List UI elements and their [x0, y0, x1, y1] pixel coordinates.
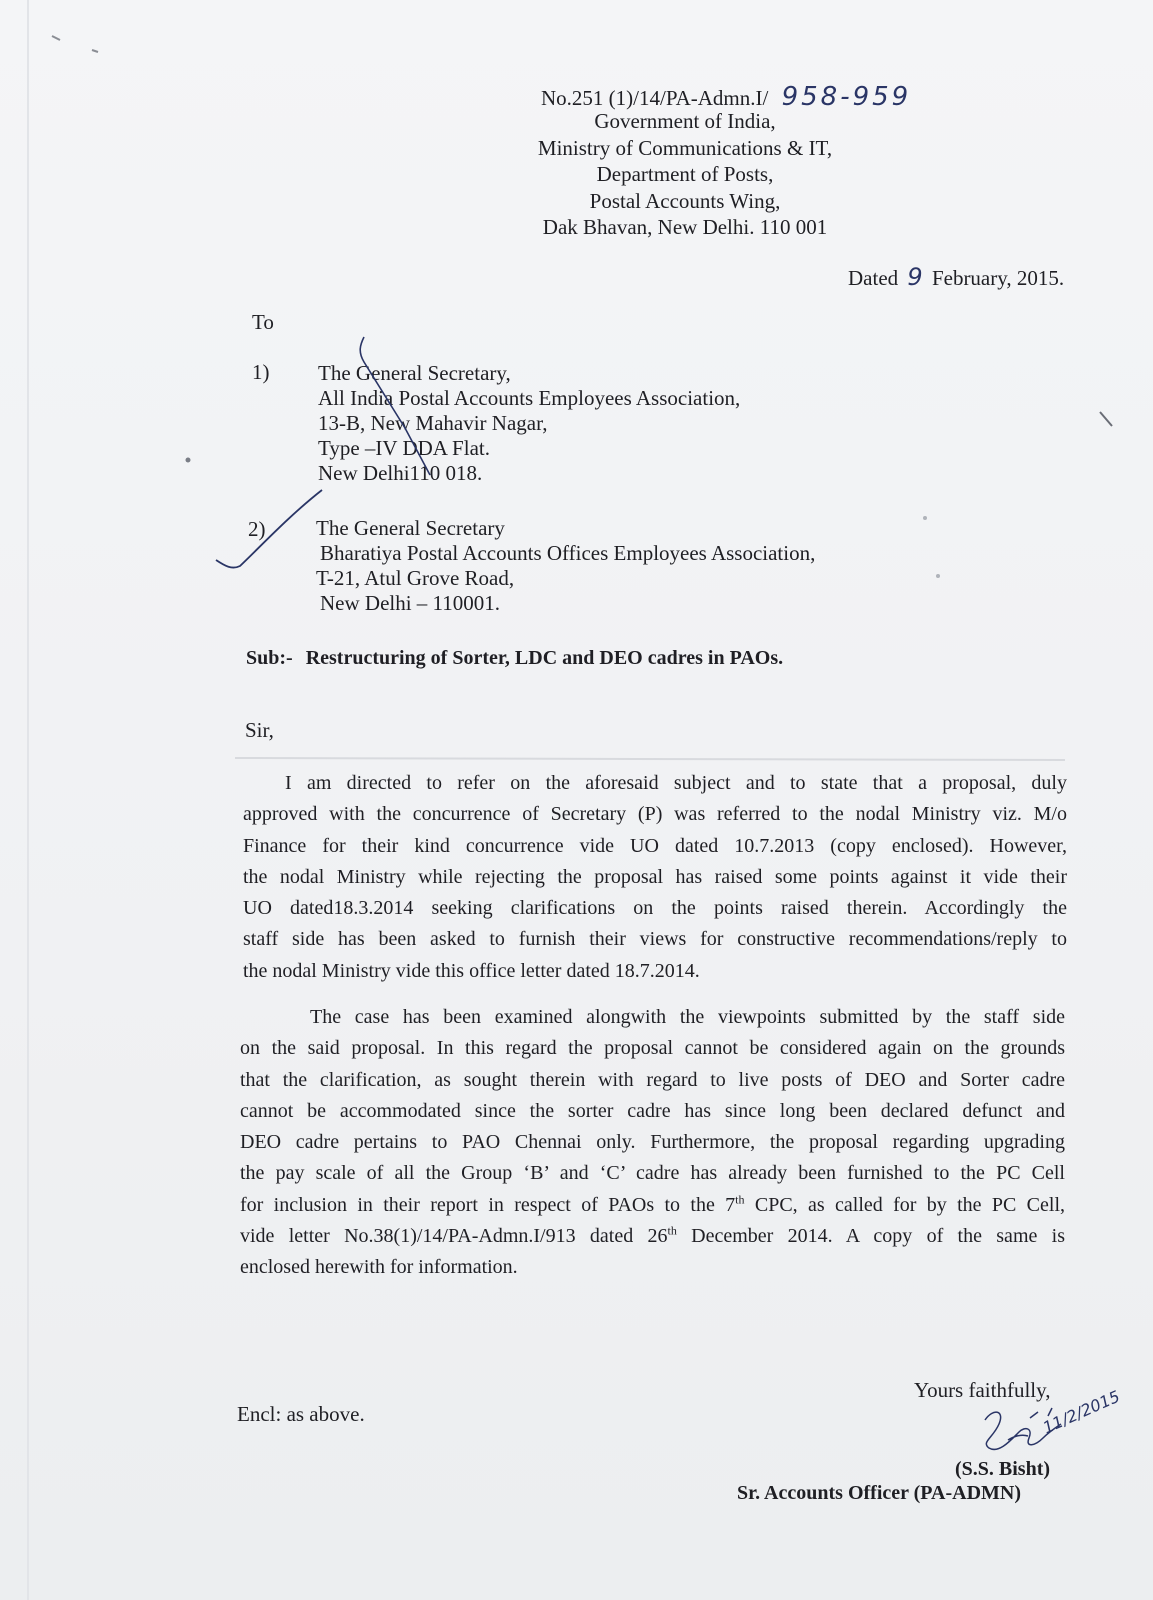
paragraph-line: the nodal Ministry while rejecting the proposal has raised some points against it vide their — [243, 865, 1067, 888]
addressee-line: The General Secretary, — [318, 361, 511, 385]
reference-number-printed: No.251 (1)/14/PA-Admn.I/ — [541, 86, 769, 110]
enclosure-note: Encl: as above. — [237, 1402, 365, 1426]
salutation: Sir, — [245, 718, 274, 742]
addressee-1-number: 1) — [252, 360, 270, 384]
signatory-title: Sr. Accounts Officer (PA-ADMN) — [737, 1482, 1022, 1504]
addressee-line: All India Postal Accounts Employees Association, — [318, 386, 741, 410]
speck — [186, 458, 191, 463]
signature-date-handwritten: 11/2/2015 — [1040, 1386, 1123, 1438]
letterhead-line: Ministry of Communications & IT, — [537, 135, 833, 160]
paragraph-line — [240, 1190, 1065, 1221]
addressee-line: Bharatiya Postal Accounts Offices Employees Association, — [320, 541, 816, 565]
addressee-line: T-21, Atul Grove Road, — [316, 566, 515, 590]
tick-mark-icon — [216, 490, 322, 568]
reference-number-handwritten: 958-959 — [781, 82, 912, 112]
date-day-handwritten: 9 — [907, 263, 923, 291]
signatory-name: (S.S. Bisht) — [955, 1458, 1051, 1480]
addressee-line: New Delhi110 018. — [318, 461, 483, 485]
superscript: th — [735, 1192, 745, 1207]
addressee-1 — [318, 361, 740, 486]
letterhead-line: Postal Accounts Wing, — [589, 188, 781, 213]
superscript: th — [667, 1223, 677, 1238]
paragraph-text: CPC, as called for by the PC Cell, — [744, 1193, 1065, 1216]
letterhead-line: Government of India, — [594, 109, 776, 133]
paragraph-line — [240, 1221, 1065, 1252]
paragraph-line: the nodal Ministry vide this office letter dated 18.7.2014. — [243, 959, 700, 982]
paragraph-text: for inclusion in their report in respect of PAOs to the 7 — [240, 1193, 736, 1216]
addressee-line: Type –IV DDA Flat. — [318, 436, 490, 460]
date-prefix: Dated — [848, 266, 899, 290]
subject-line — [246, 647, 783, 670]
paragraph-2 — [240, 1002, 1065, 1284]
paragraph-line: Finance for their kind concurrence vide UO dated 10.7.2013 (copy enclosed). However, — [243, 834, 1067, 857]
paragraph-line: that the clarification, as sought therein with regard to live posts of DEO and Sorter cadre — [240, 1068, 1065, 1091]
to-label: To — [252, 310, 274, 334]
addressee-2 — [316, 516, 815, 616]
addressee-line: 13-B, New Mahavir Nagar, — [318, 411, 548, 435]
addressee-2-number: 2) — [248, 517, 266, 541]
paragraph-line: staff side has been asked to furnish their views for constructive recommendations/reply to — [243, 928, 1067, 951]
paragraph-line: enclosed herewith for information. — [240, 1256, 518, 1279]
letterhead — [500, 108, 870, 241]
speck — [52, 36, 98, 52]
fold-line — [235, 758, 1065, 760]
paragraph-line: UO dated18.3.2014 seeking clarifications on the points raised therein. Accordingly the — [243, 897, 1067, 920]
paragraph-line: DEO cadre pertains to PAO Chennai only. Furthermore, the proposal regarding upgrading — [240, 1131, 1065, 1154]
letterhead-line: Dak Bhavan, New Delhi. 110 001 — [542, 215, 828, 239]
paragraph-text: December 2014. A copy of the same is — [676, 1225, 1066, 1248]
paragraph-line: I am directed to refer on the aforesaid subject and to state that a proposal, duly — [285, 772, 1067, 794]
paragraph-line: approved with the concurrence of Secretary (P) was referred to the nodal Ministry viz. M/o — [243, 803, 1067, 826]
subject-text: Restructuring of Sorter, LDC and DEO cadres in PAOs. — [305, 647, 784, 669]
paragraph-line: on the said proposal. In this regard the proposal cannot be considered again on the grounds — [240, 1037, 1065, 1060]
paragraph-text: vide letter No.38(1)/14/PA-Admn.I/913 dated 26 — [240, 1225, 668, 1248]
speck — [1100, 412, 1112, 426]
paragraph-line: cannot be accommodated since the sorter cadre has since long been declared defunct and — [240, 1099, 1065, 1122]
date-rest: February, 2015. — [931, 266, 1065, 290]
letterhead-line: Department of Posts, — [596, 162, 774, 186]
closing: Yours faithfully, — [914, 1378, 1051, 1402]
addressee-line: The General Secretary — [316, 516, 505, 540]
paragraph-line: The case has been examined alongwith the viewpoints submitted by the staff side — [310, 1006, 1065, 1028]
paragraph-line: the pay scale of all the Group ‘B’ and ‘C’ cadre has already been furnished to the PC Cell — [240, 1162, 1065, 1185]
paragraph-1 — [243, 768, 1067, 987]
subject-label: Sub:- — [246, 647, 293, 669]
addressee-line: New Delhi – 110001. — [320, 591, 501, 615]
speck — [936, 574, 940, 578]
date-line — [848, 263, 1064, 291]
speck — [923, 516, 927, 520]
